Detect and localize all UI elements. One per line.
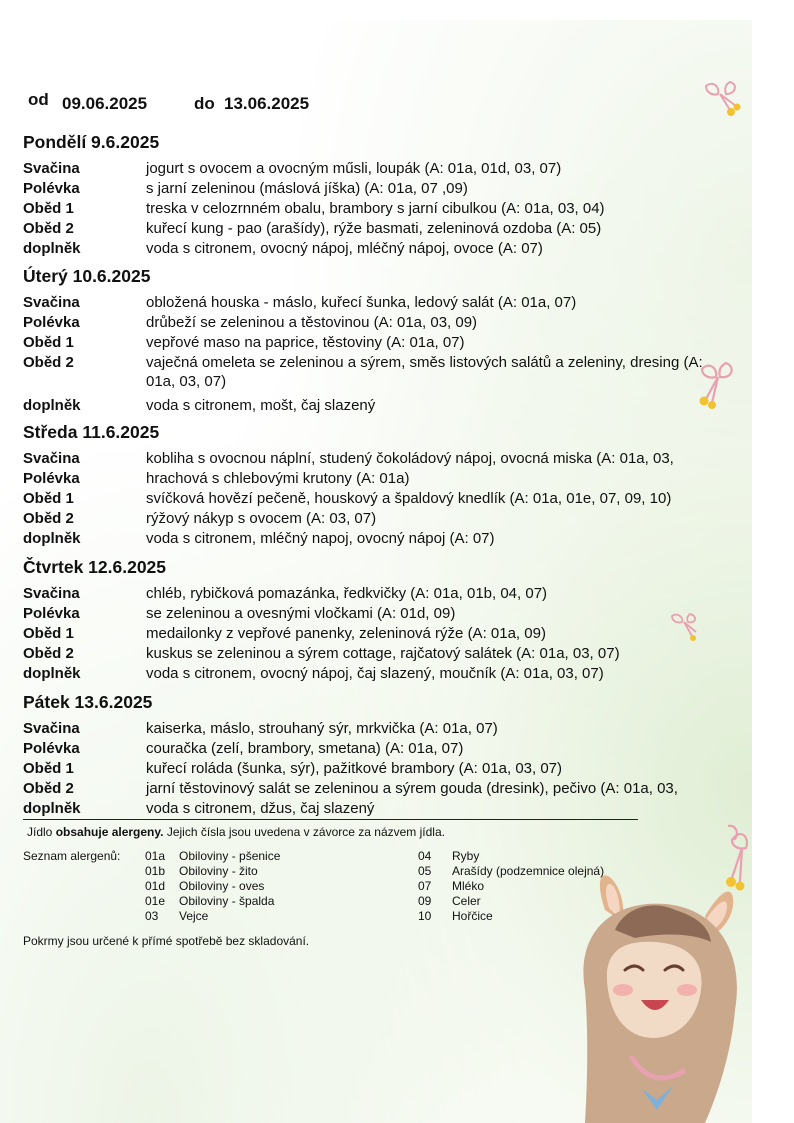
day-title: Středa 11.6.2025 xyxy=(23,422,160,442)
meal-label: Svačina xyxy=(23,294,80,311)
range-from-date: 09.06.2025 xyxy=(62,94,148,113)
allergen-name: Hořčice xyxy=(452,909,493,923)
llama-illustration xyxy=(545,870,750,1123)
allergen-note xyxy=(27,825,445,839)
allergen-code: 09 xyxy=(418,894,432,908)
meal-text: vaječná omeleta se zeleninou a sýrem, směs listových salátů a zeleniny, dresing (A: 01a, 03, 07) xyxy=(146,354,703,390)
ribbon-icon xyxy=(700,78,744,118)
meal-text: rýžový nákyp s ovocem (A: 03, 07) xyxy=(146,510,377,527)
allergens-title: Seznam alergenů: xyxy=(23,849,121,863)
meal-text: voda s citronem, džus, čaj slazený xyxy=(146,800,375,817)
meal-text: kuřecí kung - pao (arašídy), rýže basmati, zeleninová ozdoba (A: 05) xyxy=(146,220,602,237)
allergen-name: Arašídy (podzemnice olejná) xyxy=(452,864,605,878)
meal-text: medailonky z vepřové panenky, zeleninová rýže (A: 01a, 09) xyxy=(146,625,546,642)
meal-label: Oběd 1 xyxy=(23,200,74,217)
meal-label: Oběd 1 xyxy=(23,760,74,777)
meal-label: doplněk xyxy=(23,397,81,414)
allergen-code: 01d xyxy=(145,879,166,893)
allergen-code: 01a xyxy=(145,849,166,863)
meal-label: Svačina xyxy=(23,160,80,177)
meal-label: Oběd 1 xyxy=(23,490,74,507)
meal-text: obložená houska - máslo, kuřecí šunka, ledový salát (A: 01a, 07) xyxy=(146,294,577,311)
range-from-label: od xyxy=(28,90,49,109)
meal-text: kuskus se zeleninou a sýrem cottage, rajčatový salátek (A: 01a, 03, 07) xyxy=(146,645,620,662)
meal-label: Svačina xyxy=(23,585,80,602)
meal-label: Oběd 2 xyxy=(23,220,74,237)
meal-label: Svačina xyxy=(23,450,80,467)
meal-text: vepřové maso na paprice, těstoviny (A: 01a, 07) xyxy=(146,334,465,351)
note-bold: obsahuje alergeny. xyxy=(55,825,164,839)
meal-label: Oběd 1 xyxy=(23,625,74,642)
meal-text: voda s citronem, mošt, čaj slazený xyxy=(146,397,376,414)
day-title: Čtvrtek 12.6.2025 xyxy=(23,557,167,577)
meal-label: Oběd 2 xyxy=(23,354,74,371)
meal-text: s jarní zeleninou (máslová jíška) (A: 01a, 07 ,09) xyxy=(146,180,468,197)
allergen-code: 01e xyxy=(145,894,166,908)
meal-text: jogurt s ovocem a ovocným műsli, loupák (A: 01a, 01d, 03, 07) xyxy=(146,160,562,177)
allergen-name: Celer xyxy=(452,894,481,908)
meal-label: doplněk xyxy=(23,665,81,682)
meal-text: kaiserka, máslo, strouhaný sýr, mrkvička (A: 01a, 07) xyxy=(146,720,498,737)
allergen-name: Obiloviny - špalda xyxy=(179,894,275,908)
meal-label: doplněk xyxy=(23,240,81,257)
meal-text: kobliha s ovocnou náplní, studený čokoládový nápoj, ovocná miska (A: 01a, 03, xyxy=(146,450,674,467)
day-title: Úterý 10.6.2025 xyxy=(23,266,151,286)
meal-text: voda s citronem, ovocný nápoj, mléčný nápoj, ovoce (A: 07) xyxy=(146,240,543,257)
allergen-code: 04 xyxy=(418,849,432,863)
note-pre: Jídlo xyxy=(27,825,56,839)
meal-text: voda s citronem, ovocný nápoj, čaj slazený, moučník (A: 01a, 03, 07) xyxy=(146,665,604,682)
allergen-code: 03 xyxy=(145,909,159,923)
divider xyxy=(23,819,638,820)
allergen-name: Ryby xyxy=(452,849,480,863)
allergen-code: 05 xyxy=(418,864,432,878)
allergen-code: 07 xyxy=(418,879,432,893)
range-to-label: do xyxy=(194,94,215,113)
meal-label: Svačina xyxy=(23,720,80,737)
meal-text: jarní těstovinový salát se zeleninou a sýrem gouda (dresink), pečivo (A: 01a, 03, xyxy=(146,780,678,797)
meal-label: Polévka xyxy=(23,740,80,757)
allergen-name: Obiloviny - oves xyxy=(179,879,265,893)
meal-label: Polévka xyxy=(23,314,80,331)
allergen-code: 10 xyxy=(418,909,432,923)
allergen-name: Vejce xyxy=(179,909,209,923)
meal-label: Polévka xyxy=(23,180,80,197)
meal-label: Oběd 1 xyxy=(23,334,74,351)
meal-text: chléb, rybičková pomazánka, ředkvičky (A: 01a, 01b, 04, 07) xyxy=(146,585,548,602)
meal-text: se zeleninou a ovesnými vločkami (A: 01d, 09) xyxy=(146,605,456,622)
meal-text: kuřecí roláda (šunka, sýr), pažitkové brambory (A: 01a, 03, 07) xyxy=(146,760,563,777)
day-title: Pondělí 9.6.2025 xyxy=(23,132,160,152)
meal-text: voda s citronem, mléčný napoj, ovocný nápoj (A: 07) xyxy=(146,530,495,547)
meal-label: Polévka xyxy=(23,605,80,622)
allergen-name: Mléko xyxy=(452,879,485,893)
meal-text: hrachová s chlebovými krutony (A: 01a) xyxy=(146,470,410,487)
meal-text: svíčková hovězí pečeně, houskový a špaldový knedlík (A: 01a, 01e, 07, 09, 10) xyxy=(146,490,672,507)
meal-label: Polévka xyxy=(23,470,80,487)
storage-note: Pokrmy jsou určené k přímé spotřebě bez skladování. xyxy=(23,934,310,948)
day-title: Pátek 13.6.2025 xyxy=(23,692,153,712)
meal-text: treska v celozrnném obalu, brambory s jarní cibulkou (A: 01a, 03, 04) xyxy=(146,200,605,217)
meal-label: Oběd 2 xyxy=(23,510,74,527)
meal-label: doplněk xyxy=(23,800,81,817)
meal-label: Oběd 2 xyxy=(23,780,74,797)
allergen-name: Obiloviny - žito xyxy=(179,864,258,878)
meal-text: drůbeží se zeleninou a těstovinou (A: 01a, 03, 09) xyxy=(146,314,478,331)
meal-label: Oběd 2 xyxy=(23,645,74,662)
note-post: Jejich čísla jsou uvedena v závorce za názvem jídla. xyxy=(163,825,445,839)
meal-label: doplněk xyxy=(23,530,81,547)
allergen-code: 01b xyxy=(145,864,166,878)
range-to-date: 13.06.2025 xyxy=(224,94,310,113)
meal-text: couračka (zelí, brambory, smetana) (A: 01a, 07) xyxy=(146,740,464,757)
allergen-name: Obiloviny - pšenice xyxy=(179,849,281,863)
